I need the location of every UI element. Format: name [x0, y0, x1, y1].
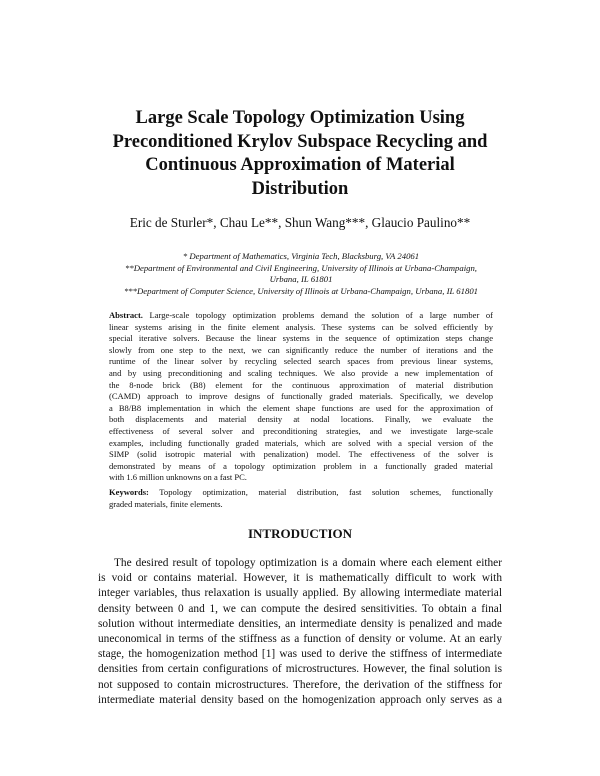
body-line: intermediate material density based on the homogenization approach only serves as a: [98, 693, 502, 706]
affiliation-line: Urbana, IL 61801: [269, 274, 333, 285]
body-line: density between 0 and 1, we can compute the desired sensitivities. To obtain a final: [98, 602, 502, 615]
abstract-line: and by using preconditioning and scaling techniques. We also provide a new implementation of: [109, 367, 493, 378]
section-heading-introduction: INTRODUCTION: [247, 526, 352, 541]
keywords-text: Topology optimization, material distribution, fast solution schemes, functionally: [159, 487, 493, 497]
abstract-line: effectiveness of several solver and preconditioning strategies, and we investigate large-scale: [109, 425, 493, 436]
body-line: not supposed to contain microstructures. Therefore, the derivation of the stiffness for: [98, 678, 502, 691]
body-line: solution without intermediate densities, an intermediate density is penalized and made: [98, 617, 502, 630]
body-line: stage, the homogenization method [1] was used to derive the stiffness of intermediate: [98, 648, 502, 661]
title-line: Distribution: [251, 178, 349, 199]
keywords-line: graded materials, finite elements.: [109, 498, 223, 509]
body-line: uneconomical in terms of the stiffness as a function of density or volume. At an early: [98, 633, 502, 646]
title-line: Continuous Approximation of Material: [145, 155, 455, 175]
title-line: Preconditioned Krylov Subspace Recycling and: [112, 131, 488, 152]
abstract-line: special iterative solvers. Because the linear systems in the sequence of optimization steps change: [109, 333, 493, 344]
abstract-line: with 1.6 million unknowns on a fast PC.: [109, 472, 247, 483]
abstract-line: examples, including functionally graded materials, which are solved with a special version of the: [109, 437, 493, 448]
body-line: is void or contains material. However, it is mathematically difficult to work with: [98, 572, 502, 585]
author-list: Eric de Sturler*, Chau Le**, Shun Wang***, Glaucio Paulino**: [129, 215, 471, 230]
abstract-line: runtime of the linear solver by recycling selected search spaces from previous linear systems,: [109, 356, 493, 367]
keywords-line: [109, 487, 493, 499]
paper-title: [80, 107, 520, 201]
affiliations: [96, 251, 506, 297]
abstract-label: Abstract.: [109, 310, 143, 320]
keywords-label: Keywords:: [109, 487, 149, 497]
affiliation-line: * Department of Mathematics, Virginia Tech, Blacksburg, VA 24061: [182, 251, 420, 261]
abstract-line: both displacements and material density at nodal locations. Finally, we evaluate the: [109, 414, 493, 425]
abstract-line: [109, 310, 493, 322]
abstract-line: linear systems arising in the finite element analysis. These systems can be solved efficiently by: [109, 321, 493, 332]
body-line: integer variables, thus relaxation is usually applied. By allowing intermediate material: [98, 587, 502, 600]
title-line: Large Scale Topology Optimization Using: [135, 108, 465, 128]
introduction-paragraph: [98, 556, 502, 708]
abstract-line: the 8-node brick (B8) element for the continuous approximation of material distribution: [109, 379, 493, 390]
abstract-line: (CAMD) approach to improve designs of functionally graded materials. Specifically, we develop: [109, 391, 493, 402]
abstract-line: demonstrated by means of a topology optimization problem in a functionally graded material: [109, 460, 493, 471]
abstract-text: Large-scale topology optimization problems demand the solution of a large number of: [149, 310, 493, 320]
affiliation-line: ***Department of Computer Science, University of Illinois at Urbana-Champaign, Urbana, IL 61801: [123, 285, 479, 296]
abstract-line: slowly from one step to the next, we can significantly reduce the number of iterations and the: [109, 344, 493, 355]
abstract-line: SIMP (solid isotropic material with penalization) model. The effectiveness of the solver is: [109, 449, 493, 460]
body-line: densities from certain configurations of microstructures. However, the final solution is: [98, 663, 502, 676]
affiliation-line: **Department of Environmental and Civil Engineering, University of Illinois at Urbana-Champaign,: [125, 262, 477, 273]
abstract: [109, 310, 493, 484]
body-line: The desired result of topology optimization is a domain where each element either: [114, 557, 502, 569]
keywords: [109, 487, 493, 510]
abstract-line: a B8/B8 implementation in which the element shape functions are used for the approximation of: [109, 402, 493, 413]
